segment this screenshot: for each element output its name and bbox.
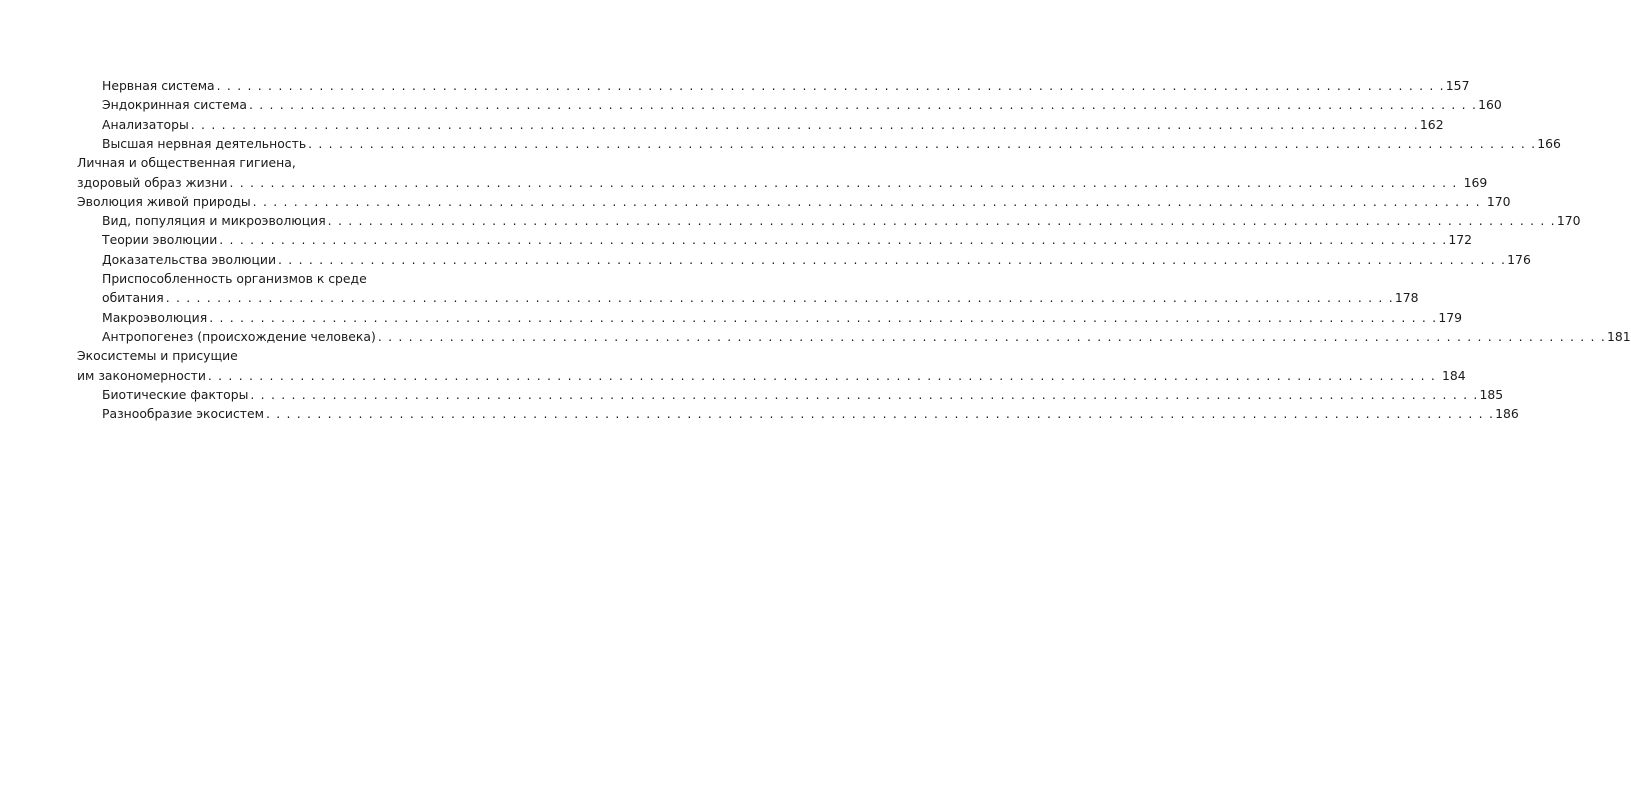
toc-entry (102, 405, 1519, 422)
toc-page-number: 169 (1463, 174, 1488, 190)
toc-dot-leader: . . . . . . . . . . . . . . . . . . . . . . . . . . . . . . . . . . . . . . . . . . . . . . . . . . . . . . . . . . . . . . . . . . . . . . . . . . . . . . . . . . . . . . . . . . . . . . . . . . . . . . . . . . . . . . . . . . . . . . . . (250, 386, 1479, 402)
toc-entry-title: Теории эволюции (102, 232, 218, 248)
toc-dot-leader: . . . . . . . . . . . . . . . . . . . . . . . . . . . . . . . . . . . . . . . . . . . . . . . . . . . . . . . . . . . . . . . . . . . . . . . . . . . . . . . . . . . . . . . . . . . . . . . . . . . . . . . . . . . . . . . . . . . . . . . . (165, 290, 1394, 306)
toc-entry (102, 212, 1581, 229)
toc-page-number: 172 (1448, 232, 1473, 248)
toc-dot-leader: . . . . . . . . . . . . . . . . . . . . . . . . . . . . . . . . . . . . . . . . . . . . . . . . . . . . . . . . . . . . . . . . . . . . . . . . . . . . . . . . . . . . . . . . . . . . . . . . . . . . . . . . . . . . . . . . . . . . . . . . (265, 406, 1495, 422)
toc-page-number: 170 (1556, 213, 1581, 229)
toc-entry-title: Личная и общественная гигиена, (77, 155, 296, 171)
toc-entry-title: Разнообразие экосистем (102, 406, 264, 422)
toc-page-number: 181 (1606, 328, 1631, 344)
toc-page-number: 185 (1479, 386, 1504, 402)
toc-entry-title: Эволюция живой природы (77, 193, 251, 209)
toc-entry (77, 154, 417, 171)
toc-dot-leader: . . . . . . . . . . . . . . . . . . . . . . . . . . . . . . . . . . . . . . . . . . . . . . . . . . . . . . . . . . . . . . . . . . . . . . . . . . . . . . . . . . . . . . . . . . . . . . . . . . . . . . . . . . . . . . . . . . . . . . . . (190, 116, 1419, 132)
toc-dot-leader: . . . . . . . . . . . . . . . . . . . . . . . . . . . . . . . . . . . . . . . . . . . . . . . . . . . . . . . . . . . . . . . . . . . . . . . . . . . . . . . . . . . . . . . . . . . . . . . . . . . . . . . . . . . . . . . . . . . . . . . . (327, 213, 1556, 229)
toc-entry (77, 174, 1488, 191)
toc-entry (77, 347, 417, 364)
toc-page-number: 166 (1537, 135, 1561, 151)
toc-entry (102, 116, 1444, 133)
toc-page-number: 160 (1478, 97, 1502, 113)
toc-entry (77, 193, 1511, 210)
toc-entry-title: Вид, популяция и микроэволюция (102, 213, 326, 229)
toc-page-number: 184 (1442, 367, 1466, 383)
toc-entry (102, 251, 1531, 268)
toc-dot-leader: . . . . . . . . . . . . . . . . . . . . . . . . . . . . . . . . . . . . . . . . . . . . . . . . . . . . . . . . . . . . . . . . . . . . . . . . . . . . . . . . . . . . . . . . . . . . . . . . . . . . . . . . . . . . . . . . . . . . . . . . (209, 309, 1438, 325)
toc-entry-title: Приспособленность организмов к среде (102, 271, 367, 286)
toc-dot-leader: . . . . . . . . . . . . . . . . . . . . . . . . . . . . . . . . . . . . . . . . . . . . . . . . . . . . . . . . . . . . . . . . . . . . . . . . . . . . . . . . . . . . . . . . . . . . . . . . . . . . . . . . . . . . . . . . . . . . . . . . (252, 193, 1481, 209)
toc-entry (102, 270, 417, 287)
toc-entry (102, 328, 1631, 345)
toc-entry (102, 231, 1473, 248)
toc-page-number: 162 (1419, 116, 1444, 132)
toc-page-number: 157 (1445, 78, 1470, 93)
toc-entry (102, 135, 1561, 152)
toc-entry-title: Экосистемы и присущие (77, 348, 238, 364)
toc-entry (102, 386, 1504, 403)
toc-page-number: 178 (1394, 290, 1419, 306)
toc-entry-title: Макроэволюция (102, 309, 208, 325)
toc-dot-leader: . . . . . . . . . . . . . . . . . . . . . . . . . . . . . . . . . . . . . . . . . . . . . . . . . . . . . . . . . . . . . . . . . . . . . . . . . . . . . . . . . . . . . . . . . . . . . . . . . . . . . . . . . . . . . . . . . . . . . . . . (248, 97, 1478, 113)
toc-entry-title: Анализаторы (102, 116, 189, 132)
toc-dot-leader: . . . . . . . . . . . . . . . . . . . . . . . . . . . . . . . . . . . . . . . . . . . . . . . . . . . . . . . . . . . . . . . . . . . . . . . . . . . . . . . . . . . . . . . . . . . . . . . . . . . . . . . . . . . . . . . . . . . . . . . . (308, 135, 1537, 151)
toc-entry-title: им закономерности (77, 367, 206, 383)
toc-entry-title: здоровый образ жизни (77, 174, 228, 190)
toc-entry-title: Антропогенез (происхождение человека) (102, 328, 376, 344)
toc-entry-title: Доказательства эволюции (102, 251, 277, 267)
toc-page-number: 170 (1486, 193, 1511, 209)
toc-dot-leader: . . . . . . . . . . . . . . . . . . . . . . . . . . . . . . . . . . . . . . . . . . . . . . . . . . . . . . . . . . . . . . . . . . . . . . . . . . . . . . . . . . . . . . . . . . . . . . . . . . . . . . . . . . . . . . . . . . . . . . . . (216, 78, 1445, 93)
toc-dot-leader: . . . . . . . . . . . . . . . . . . . . . . . . . . . . . . . . . . . . . . . . . . . . . . . . . . . . . . . . . . . . . . . . . . . . . . . . . . . . . . . . . . . . . . . . . . . . . . . . . . . . . . . . . . . . . . . . . . . . . . . . (278, 251, 1507, 267)
toc-entry (77, 367, 1466, 384)
toc-dot-leader: . . . . . . . . . . . . . . . . . . . . . . . . . . . . . . . . . . . . . . . . . . . . . . . . . . . . . . . . . . . . . . . . . . . . . . . . . . . . . . . . . . . . . . . . . . . . . . . . . . . . . . . . . . . . . . . . . . . . . . . . (229, 174, 1458, 190)
toc-entry-title: Высшая нервная деятельность (102, 135, 307, 151)
toc-entry-title: обитания (102, 290, 164, 306)
toc-page-number: 176 (1507, 251, 1531, 267)
toc-dot-leader: . . . . . . . . . . . . . . . . . . . . . . . . . . . . . . . . . . . . . . . . . . . . . . . . . . . . . . . . . . . . . . . . . . . . . . . . . . . . . . . . . . . . . . . . . . . . . . . . . . . . . . . . . . . . . . . . . . . . . . . . (207, 367, 1437, 383)
toc-entry (102, 96, 1502, 113)
toc-dot-leader: . . . . . . . . . . . . . . . . . . . . . . . . . . . . . . . . . . . . . . . . . . . . . . . . . . . . . . . . . . . . . . . . . . . . . . . . . . . . . . . . . . . . . . . . . . . . . . . . . . . . . . . . . . . . . . . . . . . . . . . . (377, 328, 1606, 344)
toc-entry-title: Нервная система (102, 78, 215, 93)
toc-entry-title: Биотические факторы (102, 386, 249, 402)
toc-entry (102, 289, 1419, 306)
toc-page-number: 186 (1495, 406, 1519, 422)
toc-dot-leader: . . . . . . . . . . . . . . . . . . . . . . . . . . . . . . . . . . . . . . . . . . . . . . . . . . . . . . . . . . . . . . . . . . . . . . . . . . . . . . . . . . . . . . . . . . . . . . . . . . . . . . . . . . . . . . . . . . . . . . . . (219, 232, 1448, 248)
toc-entry (102, 309, 1462, 326)
toc-entry-title: Эндокринная система (102, 97, 247, 113)
toc-entry (102, 77, 1470, 94)
toc-page-number: 179 (1438, 309, 1462, 325)
